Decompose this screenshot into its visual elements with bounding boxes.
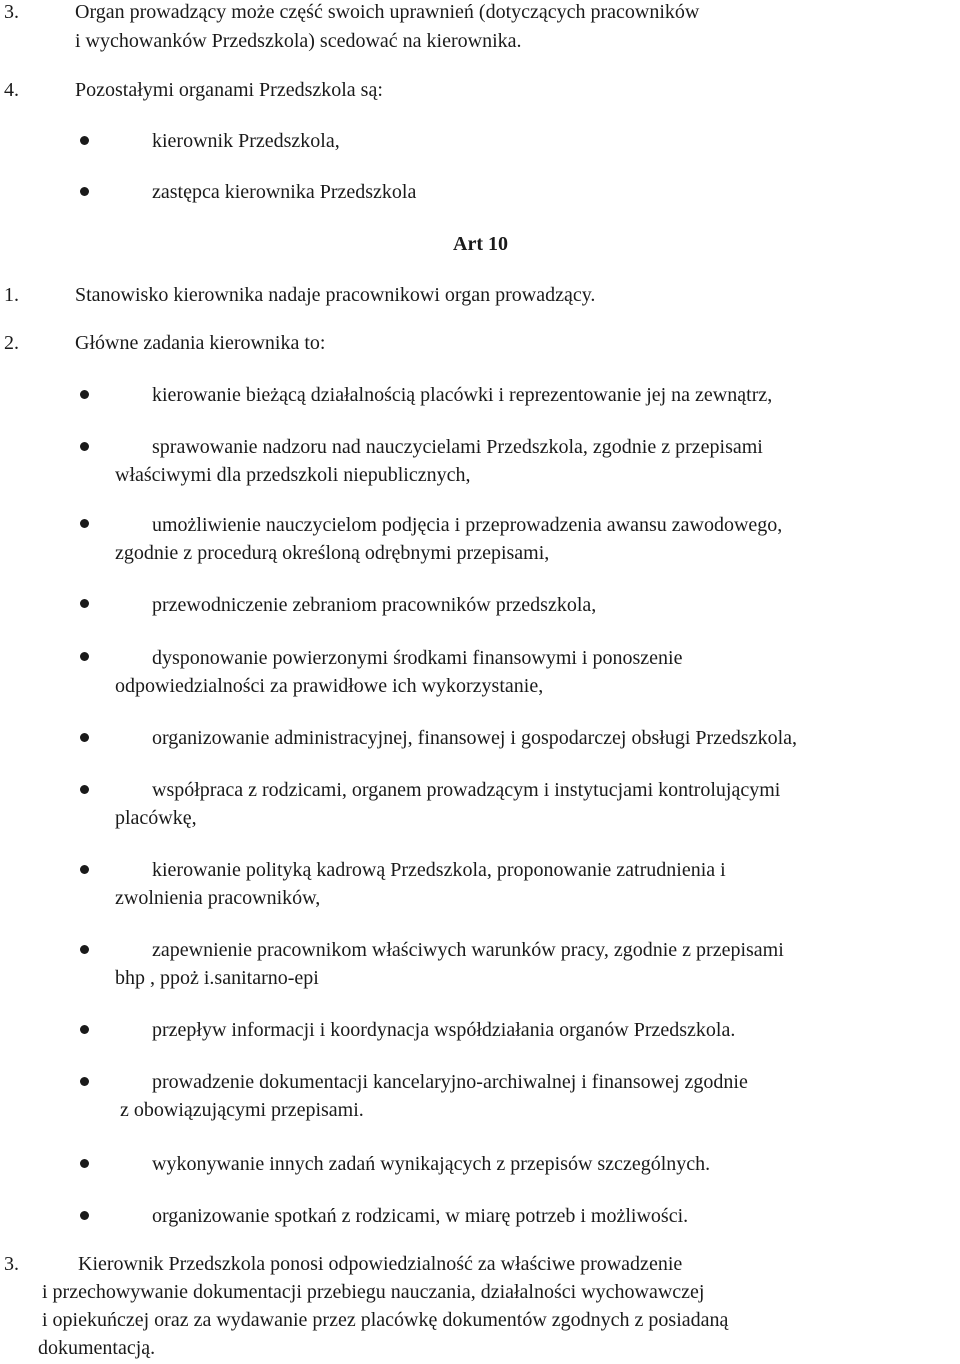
bullet-icon xyxy=(80,519,89,528)
list-item-continuation: zgodnie z procedurą określoną odrębnymi przepisami, xyxy=(115,542,550,564)
bullet-icon xyxy=(80,442,89,451)
list-item-continuation: bhp , ppoż i.sanitarno-epi xyxy=(115,967,319,989)
list-item: przepływ informacji i koordynacja współdziałania organów Przedszkola. xyxy=(152,1019,736,1041)
list-item: współpraca z rodzicami, organem prowadzącym i instytucjami kontrolującymi xyxy=(152,779,781,801)
paragraph-line: Stanowisko kierownika nadaje pracownikowi organ prowadzący. xyxy=(75,284,596,306)
list-item-continuation: zwolnienia pracowników, xyxy=(115,887,321,909)
bullet-icon xyxy=(80,187,89,196)
list-item: kierowanie polityką kadrową Przedszkola, proponowanie zatrudnienia i xyxy=(152,859,726,881)
bullet-icon xyxy=(80,1025,89,1034)
paragraph-line: i wychowanków Przedszkola) scedować na kierownika. xyxy=(75,30,522,52)
bullet-icon xyxy=(80,652,89,661)
paragraph-line: Organ prowadzący może część swoich uprawnień (dotyczących pracowników xyxy=(75,1,700,23)
list-item: wykonywanie innych zadań wynikających z przepisów szczególnych. xyxy=(152,1153,711,1175)
paragraph-line: Główne zadania kierownika to: xyxy=(75,332,326,354)
bullet-icon xyxy=(80,785,89,794)
section-number: 2. xyxy=(4,332,19,354)
list-item-continuation: placówkę, xyxy=(115,807,197,829)
paragraph-line: dokumentacją. xyxy=(38,1337,156,1359)
bullet-icon xyxy=(80,1077,89,1086)
list-item-continuation: właściwymi dla przedszkoli niepublicznych, xyxy=(115,464,471,486)
list-item: sprawowanie nadzoru nad nauczycielami Przedszkola, zgodnie z przepisami xyxy=(152,436,763,458)
list-item: zapewnienie pracownikom właściwych warunków pracy, zgodnie z przepisami xyxy=(152,939,784,961)
section-number: 4. xyxy=(4,79,19,101)
list-item-continuation: z obowiązującymi przepisami. xyxy=(120,1099,364,1121)
list-item: organizowanie spotkań z rodzicami, w miarę potrzeb i możliwości. xyxy=(152,1205,689,1227)
bullet-icon xyxy=(80,1159,89,1168)
paragraph-line: Kierownik Przedszkola ponosi odpowiedzialność za właściwe prowadzenie xyxy=(78,1253,683,1275)
section-number: 3. xyxy=(4,1,19,23)
list-item: organizowanie administracyjnej, finansowej i gospodarczej obsługi Przedszkola, xyxy=(152,727,797,749)
bullet-icon xyxy=(80,865,89,874)
paragraph-line: Pozostałymi organami Przedszkola są: xyxy=(75,79,383,101)
bullet-icon xyxy=(80,599,89,608)
section-number: 3. xyxy=(4,1253,19,1275)
list-item: kierownik Przedszkola, xyxy=(152,130,340,152)
list-item: umożliwienie nauczycielom podjęcia i przeprowadzenia awansu zawodowego, xyxy=(152,514,783,536)
list-item-continuation: odpowiedzialności za prawidłowe ich wykorzystanie, xyxy=(115,675,544,697)
bullet-icon xyxy=(80,390,89,399)
bullet-icon xyxy=(80,136,89,145)
paragraph-line: i opiekuńczej oraz za wydawanie przez placówkę dokumentów zgodnych z posiadaną xyxy=(42,1309,729,1331)
article-heading: Art 10 xyxy=(453,233,508,255)
section-number: 1. xyxy=(4,284,19,306)
list-item: prowadzenie dokumentacji kancelaryjno-archiwalnej i finansowej zgodnie xyxy=(152,1071,748,1093)
list-item: zastępca kierownika Przedszkola xyxy=(152,181,417,203)
bullet-icon xyxy=(80,1211,89,1220)
bullet-icon xyxy=(80,733,89,742)
list-item: kierowanie bieżącą działalnością placówki i reprezentowanie jej na zewnątrz, xyxy=(152,384,773,406)
list-item: przewodniczenie zebraniom pracowników przedszkola, xyxy=(152,594,597,616)
bullet-icon xyxy=(80,945,89,954)
list-item: dysponowanie powierzonymi środkami finansowymi i ponoszenie xyxy=(152,647,683,669)
paragraph-line: i przechowywanie dokumentacji przebiegu nauczania, działalności wychowawczej xyxy=(42,1281,705,1303)
